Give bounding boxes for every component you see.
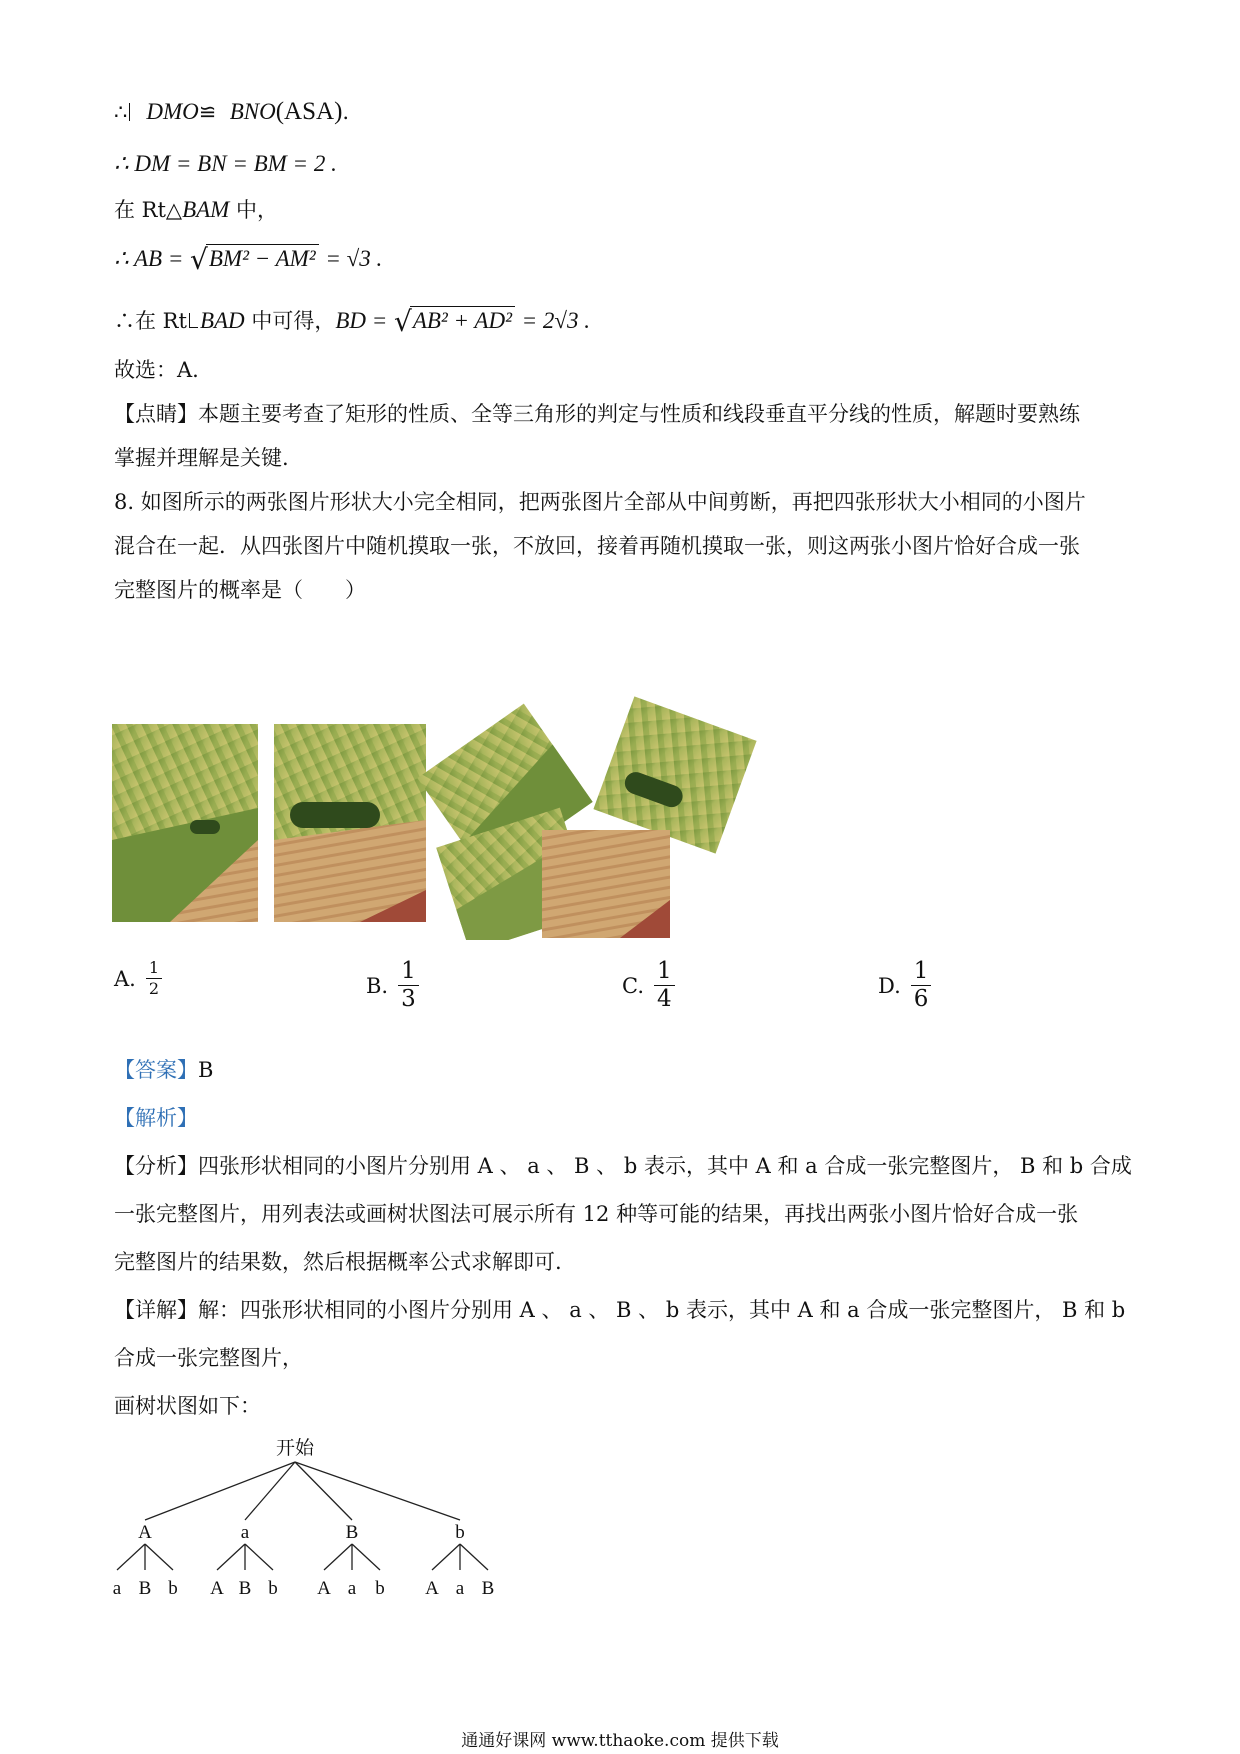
tree-node-level1: A <box>138 1522 152 1543</box>
triangle-bno: BNO <box>229 99 276 124</box>
ab-equals: ∴ AB = <box>114 246 184 271</box>
congruent-symbol: ≌ <box>198 100 217 124</box>
tree-diagram <box>100 1430 520 1605</box>
comment-line-2: 掌握并理解是关键. <box>114 446 289 470</box>
xiangjie-line-3: 画树状图如下： <box>114 1394 261 1418</box>
scattered-pieces <box>417 696 756 940</box>
question-line-1: 8. 如图所示的两张图片形状大小完全相同，把两张图片全部从中间剪断，再把四张形状大小相同的小图片 <box>114 490 1086 514</box>
choice-line: 故选：A. <box>114 358 199 382</box>
tree-node-level1: B <box>345 1522 359 1543</box>
option-d[interactable] <box>878 960 931 1011</box>
fraction <box>911 960 932 1011</box>
tree-node-level2: a <box>347 1578 357 1599</box>
field-photo-figure <box>110 690 790 940</box>
tree-branch <box>117 1544 145 1570</box>
proof-line-1 <box>114 98 349 126</box>
tree-branch <box>217 1544 245 1570</box>
option-b[interactable] <box>366 960 419 1011</box>
answer-value: B <box>198 1058 214 1082</box>
question-line-2: 混合在一起．从四张图片中随机摸取一张，不放回，接着再随机摸取一张，则这两张小图片恰好合成一张 <box>114 534 1080 558</box>
tree-branch <box>295 1462 352 1520</box>
tree-node-level2: B <box>481 1578 495 1599</box>
tree-branch <box>245 1544 273 1570</box>
tree-node-level2: A <box>425 1578 439 1599</box>
numerator: 1 <box>654 960 675 986</box>
footer-credit: 通通好课网 www.tthaoke.com 提供下载 <box>461 1731 779 1751</box>
fenxi-tag: 【分析】 <box>114 1154 198 1178</box>
tree-node-level2: a <box>455 1578 465 1599</box>
analysis-tag: 【解析】 <box>114 1106 198 1130</box>
denominator: 4 <box>657 986 672 1012</box>
triangle-bad: BAD <box>199 308 245 333</box>
answer-line <box>114 1056 213 1084</box>
tree-branch <box>432 1544 460 1570</box>
xiangjie-line-2: 合成一张完整图片， <box>114 1346 303 1370</box>
period: . <box>342 100 350 124</box>
tree-node-level2: A <box>210 1578 224 1599</box>
denominator: 3 <box>401 986 416 1012</box>
left-photo <box>112 724 258 922</box>
comment-tag: 【点睛】 <box>114 402 198 426</box>
radical-icon: √ <box>393 305 412 338</box>
option-c[interactable] <box>622 960 675 1011</box>
sqrt-content-2: AB² + AD² <box>410 306 515 335</box>
xiangjie-text-1: 解：四张形状相同的小图片分别用 A 、 a 、 B 、 b 表示，其中 A 和 a 合成一张完整图片， B 和 b <box>198 1298 1126 1322</box>
option-label: C. <box>622 973 644 998</box>
triangle-dmo: DMO <box>146 99 199 124</box>
answer-tag: 【答案】 <box>114 1058 198 1082</box>
xiangjie-tag: 【详解】 <box>114 1298 198 1322</box>
right-photo <box>274 724 426 922</box>
tree-branch <box>295 1462 460 1520</box>
middle-text: 中， <box>229 198 279 222</box>
tree-branch <box>245 1462 295 1520</box>
obtain-text: 中可得， <box>244 309 336 333</box>
tree-root: 开始 <box>275 1438 315 1459</box>
tree-branch <box>324 1544 352 1570</box>
comment-line-1 <box>114 400 1080 428</box>
radical-icon: √ <box>190 243 208 276</box>
comment-text-1: 本题主要考查了矩形的性质、全等三角形的判定与性质和线段垂直平分线的性质，解题时要熟练 <box>198 402 1080 426</box>
tree-branch <box>145 1544 173 1570</box>
tree-node-level2: b <box>375 1578 385 1599</box>
option-label: D. <box>878 973 901 998</box>
fenxi-text-1: 四张形状相同的小图片分别用 A 、 a 、 B 、 b 表示，其中 A 和 a 合成一张完整图片， B 和 b 合成 <box>198 1154 1132 1178</box>
tree-node-level2: B <box>238 1578 252 1599</box>
right-angle-glyph <box>189 313 198 328</box>
option-label: B. <box>366 973 389 998</box>
fenxi-line-3: 完整图片的结果数，然后根据概率公式求解即可. <box>114 1250 562 1274</box>
fraction <box>398 960 419 1011</box>
numerator: 1 <box>911 960 932 986</box>
numerator: 1 <box>146 960 162 979</box>
tree-node-level2: A <box>317 1578 331 1599</box>
proof-line-2: ∴ DM = BN = BM = 2 . <box>114 151 337 176</box>
ab-result: = √3 . <box>325 246 383 271</box>
fenxi-line-2: 一张完整图片，用列表法或画树状图法可展示所有 12 种等可能的结果，再找出两张小图片恰好合成一张 <box>114 1202 1079 1226</box>
tree-node-level1: b <box>455 1522 465 1543</box>
sqrt-content: BM² − AM² <box>206 244 319 273</box>
bd-result: = 2√3 . <box>521 308 591 333</box>
fraction <box>146 960 162 997</box>
fenxi-line-1 <box>114 1152 1132 1180</box>
proof-line-4 <box>114 244 382 274</box>
xiangjie-line-1 <box>114 1296 1125 1324</box>
therefore-symbol: ∴ <box>114 100 128 124</box>
denominator: 6 <box>913 986 929 1012</box>
option-label: A. <box>114 966 136 991</box>
fraction <box>654 960 675 1011</box>
triangle-bam: BAM <box>182 197 230 222</box>
bd-equals: BD = <box>335 308 388 333</box>
option-a[interactable] <box>114 960 162 997</box>
tree-node-level2: b <box>268 1578 278 1599</box>
tree-node-level2: a <box>112 1578 122 1599</box>
in-rt-text: ∴在 Rt <box>114 309 187 333</box>
tree-branch <box>460 1544 488 1570</box>
proof-line-3 <box>114 196 278 224</box>
proof-line-5 <box>114 306 590 336</box>
tree-node-level2: B <box>138 1578 152 1599</box>
tree-node-level1: a <box>240 1522 250 1543</box>
denominator: 2 <box>148 979 160 998</box>
question-line-3: 完整图片的概率是（ ） <box>114 578 366 602</box>
tree-branch <box>352 1544 380 1570</box>
in-rt-triangle: 在 Rt△ <box>114 198 183 222</box>
triangle-glyph-placeholder <box>129 103 144 121</box>
numerator: 1 <box>398 960 419 986</box>
tree-branch <box>145 1462 295 1520</box>
asa-label: (ASA) <box>275 98 343 125</box>
tree-node-level2: b <box>168 1578 178 1599</box>
